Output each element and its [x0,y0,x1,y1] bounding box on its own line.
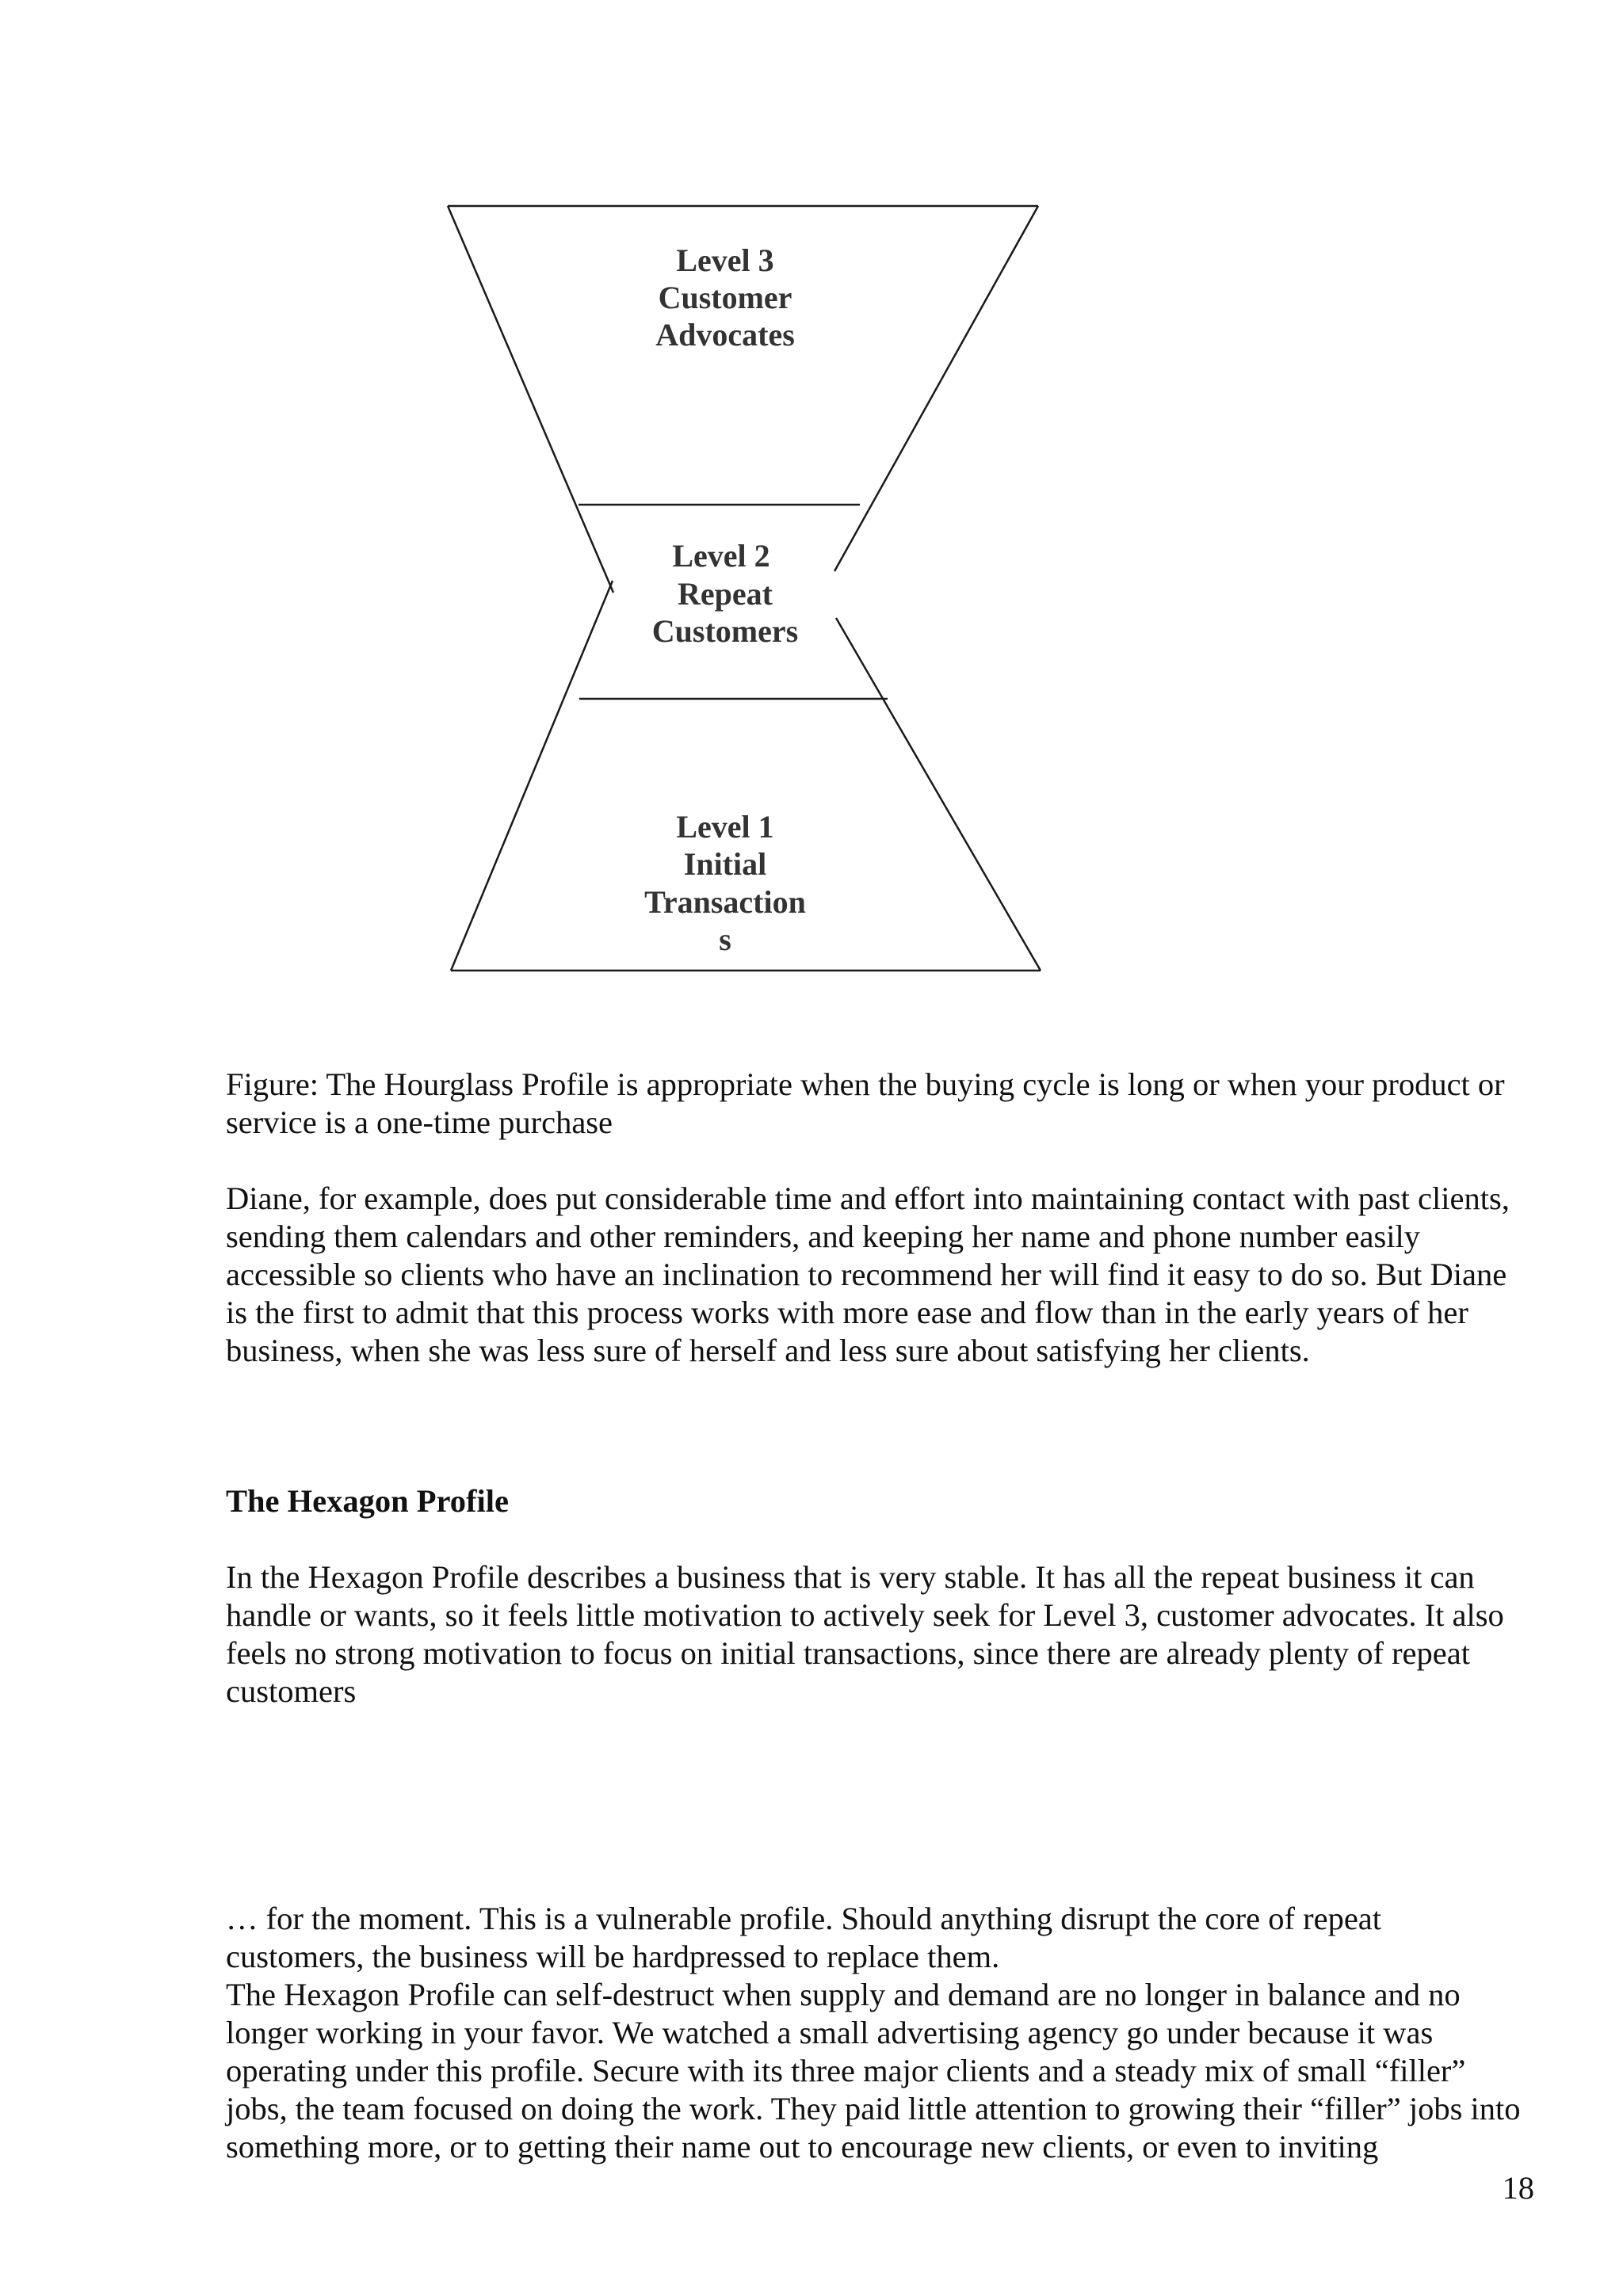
lower-left-edge [451,581,613,971]
page-number: 18 [1502,2170,1534,2206]
level1-line2: Initial [683,846,767,882]
level3-line2: Customer [658,280,792,315]
figure-caption: Figure: The Hourglass Profile is appropriate when the buying cycle is long or when your product or service is a one-time purchase [226,1066,1505,1140]
upper-right-edge [834,206,1038,571]
level3-line1: Level 3 [676,242,774,278]
lower-right-edge [836,618,1041,971]
paragraph-self-destruct: The Hexagon Profile can self-destruct when supply and demand are no longer in balance and no longer working in your favor. We watched a small advertising agency go under because it was operating under this profile. Secure with its three major clients and a steady mix of small “filler” jobs, the team focused on doing the work. They paid little attention to growing their “filler” jobs into something more, or to getting their name out to encourage new clients, or even to inviting [226,1977,1521,2164]
hourglass-diagram [0,0,1623,1030]
level2-line3: Customers [651,613,799,649]
level2-line1: Level 2 [672,538,770,574]
level1-line3: Transaction [644,884,806,920]
paragraph-hexagon: In the Hexagon Profile describes a business that is very stable. It has all the repeat business it can handle or wants, so it feels little motivation to actively seek for Level 3, customer advocates. It also feels no strong motivation to focus on initial transactions, since there are already plenty of repeat customers [226,1559,1504,1709]
section-heading: The Hexagon Profile [226,1483,509,1519]
level2-line2: Repeat [678,576,773,612]
level1-line1: Level 1 [676,809,774,845]
level3-line3: Advocates [655,317,795,353]
level1-line4: s [719,921,731,957]
upper-left-edge [448,206,613,593]
paragraph-for-the-moment: … for the moment. This is a vulnerable profile. Should anything disrupt the core of repeat customers, the business will be hardpressed to replace them. [226,1901,1382,1974]
paragraph-diane: Diane, for example, does put considerable time and effort into maintaining contact with past clients, sending them calendars and other reminders, and keeping her name and phone number easily accessible so clients who have an inclination to recommend her will find it easy to do so. But Diane is the first to admit that this process works with more ease and flow than in the early years of her business, when she was less sure of herself and less sure about satisfying her clients. [226,1180,1510,1368]
